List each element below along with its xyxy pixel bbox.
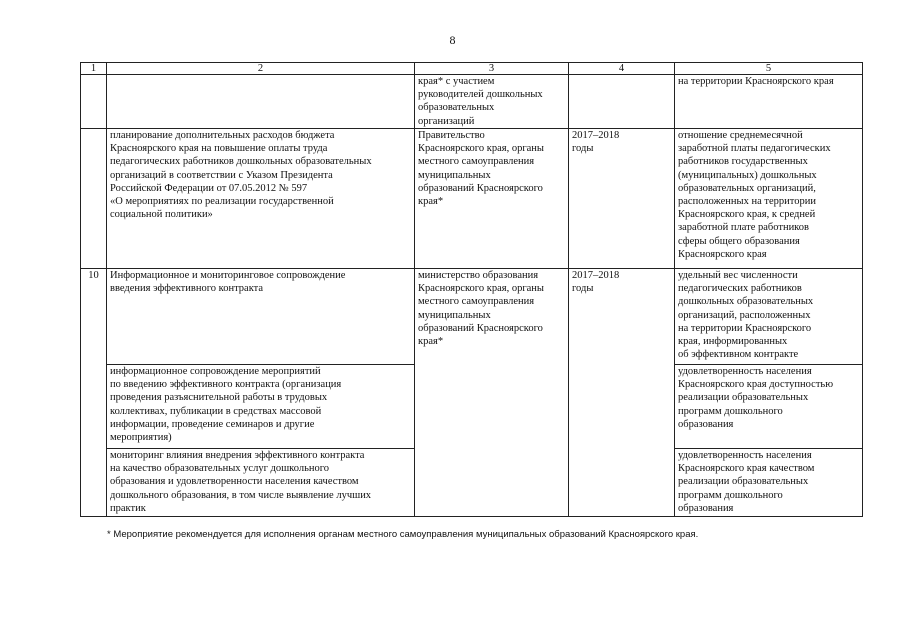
table-row-10: [81, 269, 863, 365]
footnote: * Мероприятие рекомендуется для исполнения органам местного самоуправления муниципальных образований Красноярского края.: [107, 529, 699, 540]
cell-period: 2017–2018 годы: [569, 269, 675, 517]
cell-indicator: на территории Красноярского края: [675, 75, 863, 129]
cell-indicator: удовлетворенность населения Красноярского края доступностью реализации образовательных программ дошкольного образования: [675, 365, 863, 449]
cell-indicator: удовлетворенность населения Красноярского края качеством реализации образовательных программ дошкольного образования: [675, 449, 863, 517]
header-cell-3: 3: [415, 63, 569, 75]
header-cell-1: 1: [81, 63, 107, 75]
cell-executor: края* с участием руководителей дошкольных образовательных организаций: [415, 75, 569, 129]
cell-executor: Правительство Красноярского края, органы местного самоуправления муниципальных образований Красноярского края*: [415, 129, 569, 269]
page-number: 8: [449, 33, 456, 47]
header-cell-5: 5: [675, 63, 863, 75]
table-header-row: [81, 63, 863, 75]
table-row-planning: [81, 129, 863, 269]
cell-number: [81, 75, 107, 129]
header-cell-2: 2: [107, 63, 415, 75]
cell-measure: планирование дополнительных расходов бюджета Красноярского края на повышение оплаты труда педагогических работников дошкольных образовательных организаций в соответствии с Указом Президента Российской Федерации от 07.05.2012 № 597 «О мероприятиях по реализации государственной социальной политики»: [107, 129, 415, 269]
cell-period: [569, 75, 675, 129]
measures-table: [80, 62, 863, 517]
cell-measure: информационное сопровождение мероприятий по введению эффективного контракта (организация проведения разъяснительной работы в трудовых коллективах, публикации в средствах массовой информации, проведение семинаров и другие мероприятия): [107, 365, 415, 449]
cell-number: 10: [81, 269, 107, 517]
cell-indicator: отношение среднемесячной заработной платы педагогических работников государственных (муниципальных) дошкольных образовательных организаций, расположенных на территории Красноярского края, к средней заработной плате работников сферы общего образования Красноярского края: [675, 129, 863, 269]
cell-executor: министерство образования Красноярского края, органы местного самоуправления муниципальных образований Красноярского края*: [415, 269, 569, 517]
cell-measure: [107, 75, 415, 129]
header-cell-4: 4: [569, 63, 675, 75]
cell-indicator: удельный вес численности педагогических работников дошкольных образовательных организаций, расположенных на территории Красноярского края, информированных об эффективном контракте: [675, 269, 863, 365]
cell-number: [81, 129, 107, 269]
cell-measure: Информационное и мониторинговое сопровождение введения эффективного контракта: [107, 269, 415, 365]
cell-period: 2017–2018 годы: [569, 129, 675, 269]
cell-measure: мониторинг влияния внедрения эффективного контракта на качество образовательных услуг дошкольного образования и удовлетворенности населения качеством дошкольного образования, в том числе выявление лучших практик: [107, 449, 415, 517]
table-row-continued: [81, 75, 863, 129]
